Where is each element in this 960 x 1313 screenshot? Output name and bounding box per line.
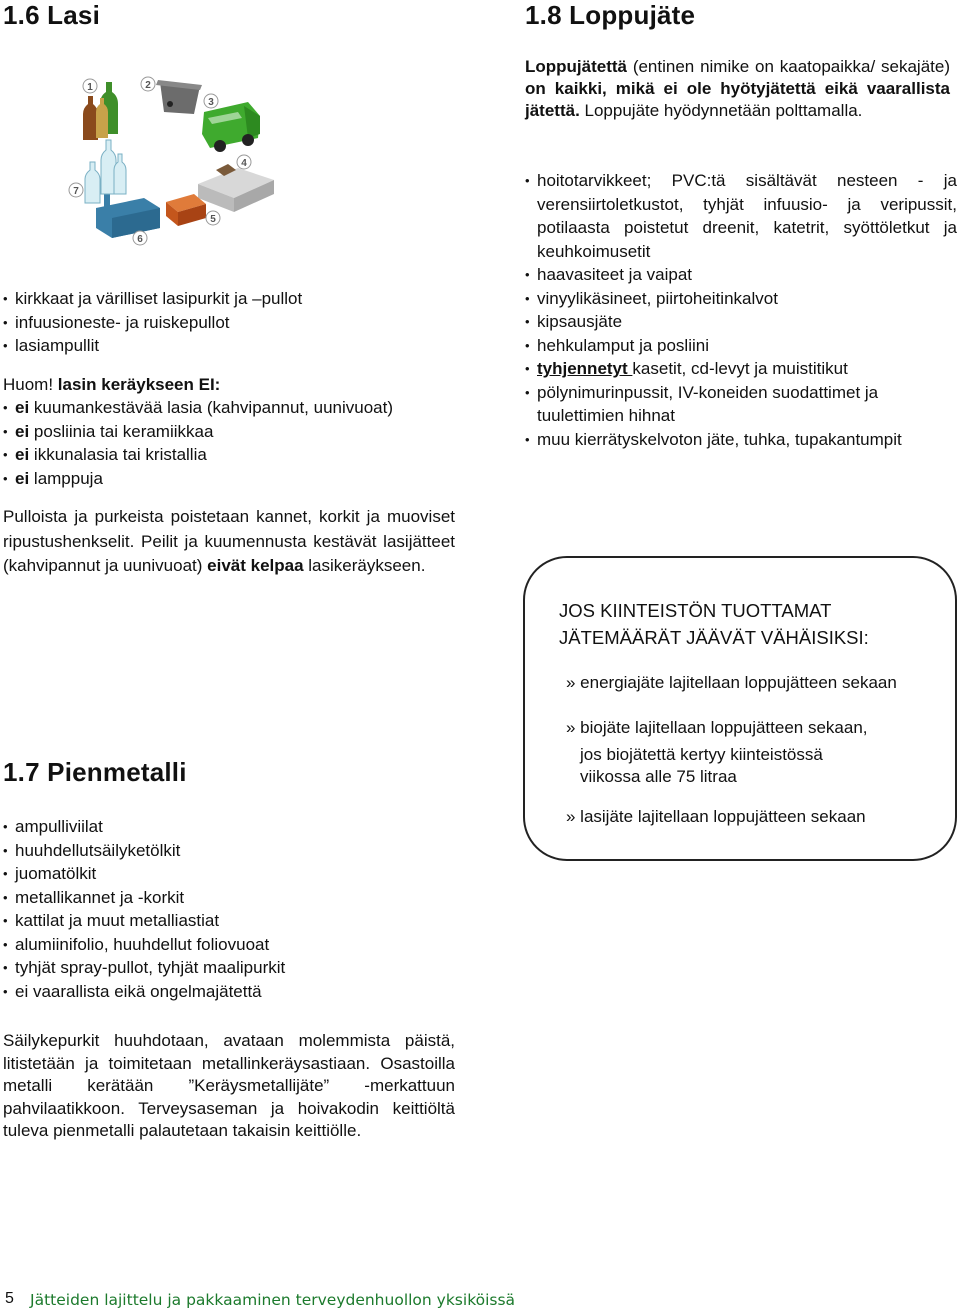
footer-title: Jätteiden lajittelu ja pakkaaminen terveydenhuollon yksiköissä	[30, 1291, 516, 1309]
item-text: kasetit, cd-levyt ja muistitikut	[632, 359, 848, 378]
info-rule-glass: » lasijäte lajitellaan loppujätteen sekaan	[566, 807, 866, 826]
info-rule-energy: » energiajäte lajitellaan loppujätteen sekaan	[566, 673, 897, 692]
sorting-plant-icon	[198, 164, 274, 212]
list-item: • ei vaarallista eikä ongelmajätettä	[3, 980, 463, 1004]
residual-intro-text: (entinen nimike on kaatopaikka/ sekajäte)	[627, 57, 950, 76]
cycle-step-2: 2	[145, 80, 151, 91]
list-item: • tyhjät spray-pullot, tyhjät maalipurkit	[3, 956, 463, 980]
section-title-glass: 1.6 Lasi	[3, 0, 100, 30]
excluded-prefix: ei	[15, 445, 30, 464]
list-item: • lasiampullit	[3, 334, 463, 358]
excluded-text: ikkunalasia tai kristallia	[29, 445, 207, 464]
info-box-title-line: JOS KIINTEISTÖN TUOTTAMAT	[559, 600, 832, 621]
cycle-step-6: 6	[137, 234, 143, 245]
list-item: • hehkulamput ja posliini	[525, 334, 957, 358]
glass-instructions	[3, 505, 455, 579]
cycle-step-4: 4	[241, 158, 247, 169]
glass-recycling-cycle-illustration	[48, 68, 280, 248]
residual-intro	[525, 56, 950, 122]
section-title-metal: 1.7 Pienmetalli	[3, 757, 187, 787]
list-item: • pölynimurinpussit, IV-koneiden suodattimet ja tuulettimien hihnat	[525, 381, 957, 428]
list-item	[3, 396, 463, 420]
excluded-prefix: ei	[15, 468, 30, 488]
glass-excluded-list	[3, 396, 463, 490]
section-title-residual: 1.8 Loppujäte	[525, 0, 696, 30]
metal-items-list	[3, 815, 463, 1003]
residual-intro-definition: on kaikki, mikä ei ole hyötyjätettä eikä vaarallista jätettä.	[525, 79, 950, 120]
garbage-truck-icon	[202, 102, 260, 152]
info-rule-bio: » biojäte lajitellaan loppujätteen sekaan,	[566, 718, 868, 737]
info-rule-bio-condition: viikossa alle 75 litraa	[580, 767, 737, 786]
list-item: • metallikannet ja -korkit	[3, 886, 463, 910]
glass-note	[3, 373, 220, 397]
list-item: • ampulliviilat	[3, 815, 463, 839]
list-item: • kattilat ja muut metalliastiat	[3, 909, 463, 933]
collection-bin-icon	[156, 80, 202, 114]
residual-items-list	[525, 169, 957, 451]
list-item: • infuusioneste- ja ruiskepullot	[3, 311, 463, 335]
cycle-step-5: 5	[210, 214, 216, 225]
list-item: • vinyylikäsineet, piirtoheitinkalvot	[525, 287, 957, 311]
list-item: • haavasiteet ja vaipat	[525, 263, 957, 287]
list-item: • hoitotarvikkeet; PVC:tä sisältävät nesteen - ja verensiirtoletkustot, tyhjät infuusio- ja veripussit, potilaasta poistetut dreenit, katetrit, syöttöletkut ja keuhkoimusetit	[525, 169, 957, 263]
info-box-title-line: JÄTEMÄÄRÄT JÄÄVÄT VÄHÄISIKSI:	[559, 627, 869, 648]
note-prefix: Huom!	[3, 375, 58, 394]
list-item	[3, 420, 463, 444]
list-item	[525, 357, 957, 381]
list-item: • alumiinifolio, huuhdellut foliovuoat	[3, 933, 463, 957]
bricks-icon	[166, 194, 206, 226]
list-item: • kipsausjäte	[525, 310, 957, 334]
excluded-text: kuumankestävää lasia (kahvipannut, uunivuoat)	[29, 398, 394, 417]
factory-icon	[96, 188, 160, 238]
cycle-step-1: 1	[87, 82, 93, 93]
list-item: • muu kierrätyskelvoton jäte, tuhka, tupakantumpit	[525, 428, 957, 452]
emphasized-word: tyhjennetyt	[537, 359, 633, 378]
list-item	[3, 467, 463, 491]
glass-instructions-bold: eivät kelpaa	[207, 556, 304, 575]
cycle-step-3: 3	[208, 97, 214, 108]
list-item: • kirkkaat ja värilliset lasipurkit ja –pullot	[3, 287, 463, 311]
residual-intro-usage: Loppujäte hyödynnetään polttamalla.	[579, 101, 863, 120]
list-item	[3, 443, 463, 467]
metal-instructions: Säilykepurkit huuhdotaan, avataan molemmista päistä, litistetään ja toimitetaan metallinkeräysastiaan. Osastoilla metalli kerätään ”Keräysmetallijäte” -merkattuun pahvilaatikkoon. Terveysaseman ja hoivakodin keittiöltä tuleva pienmetalli palautetaan takaisin keittiölle.	[3, 1031, 455, 1140]
list-item: • huuhdellutsäilyketölkit	[3, 839, 463, 863]
glass-instructions-end: lasikeräykseen.	[303, 556, 426, 575]
excluded-text: posliinia tai keramiikkaa	[29, 421, 214, 441]
excluded-prefix: ei	[15, 421, 30, 441]
page-number: 5	[5, 1290, 14, 1307]
cycle-step-7: 7	[73, 186, 79, 197]
glass-instructions-text: Pulloista ja purkeista poistetaan kannet, korkit ja muoviset ripustushenkselit. Peilit ja kuumennusta kestävät lasijätteet (kahvipannut ja uunivuoat)	[3, 507, 455, 575]
info-rule-bio-condition: jos biojätettä kertyy kiinteistössä	[580, 745, 823, 764]
note-heading: lasin keräykseen EI:	[57, 375, 221, 394]
clear-glass-icon	[85, 140, 126, 203]
excluded-prefix: ei	[15, 398, 30, 417]
excluded-text: lamppuja	[29, 468, 103, 488]
residual-intro-term: Loppujätettä	[525, 57, 627, 76]
info-box-title	[559, 597, 869, 651]
list-item: • juomatölkit	[3, 862, 463, 886]
glass-items-list	[3, 287, 463, 358]
